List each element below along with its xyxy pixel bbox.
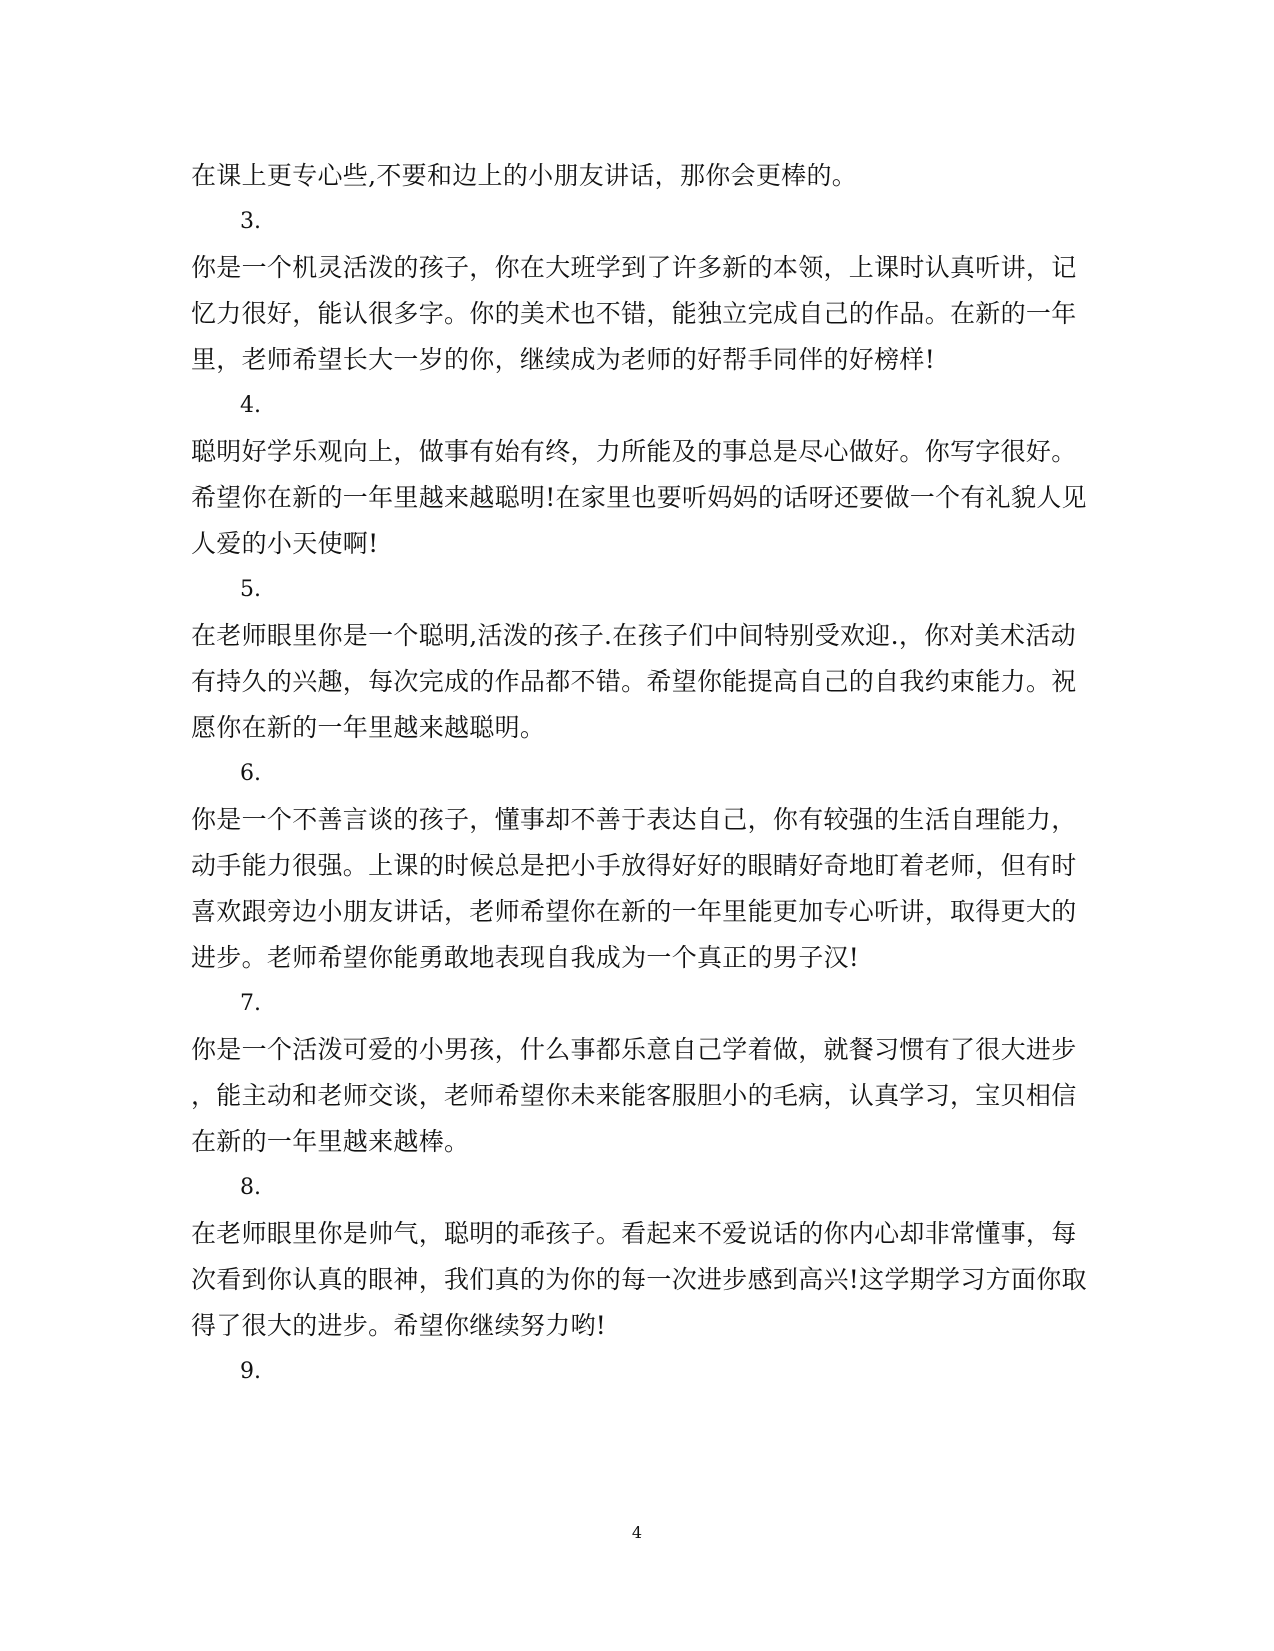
- text-line: 动手能力很强。上课的时候总是把小手放得好好的眼睛好奇地盯着老师，但有时: [191, 851, 1077, 880]
- text-line: 在老师眼里你是帅气，聪明的乖孩子。看起来不爱说话的你内心却非常懂事，每: [191, 1219, 1077, 1248]
- text-line: 人爱的小天使啊!: [191, 529, 379, 558]
- text-line: 得了很大的进步。希望你继续努力哟!: [191, 1311, 607, 1340]
- text-line: 次看到你认真的眼神，我们真的为你的每一次进步感到高兴!这学期学习方面你取: [191, 1265, 1087, 1294]
- text-line: 在课上更专心些,不要和边上的小朋友讲话，那你会更棒的。: [191, 161, 858, 190]
- text-line: 里，老师希望长大一岁的你，继续成为老师的好帮手同伴的好榜样!: [191, 345, 936, 374]
- text-line: 忆力很好，能认很多字。你的美术也不错，能独立完成自己的作品。在新的一年: [191, 299, 1077, 328]
- text-line: 希望你在新的一年里越来越聪明!在家里也要听妈妈的话呀还要做一个有礼貌人见: [191, 483, 1087, 512]
- page-number: 4: [631, 1523, 643, 1542]
- text-line: 有持久的兴趣，每次完成的作品都不错。希望你能提高自己的自我约束能力。祝: [191, 667, 1077, 696]
- item-number: 5.: [240, 577, 261, 602]
- item-number: 9.: [240, 1359, 261, 1384]
- item-number: 6.: [240, 761, 261, 786]
- text-line: 在新的一年里越来越棒。: [191, 1127, 470, 1156]
- text-line: 进步。老师希望你能勇敢地表现自我成为一个真正的男子汉!: [191, 943, 860, 972]
- text-line: 你是一个机灵活泼的孩子，你在大班学到了许多新的本领，上课时认真听讲，记: [191, 253, 1077, 282]
- item-number: 7.: [240, 991, 261, 1016]
- text-line: ，能主动和老师交谈，老师希望你未来能客服胆小的毛病，认真学习，宝贝相信: [191, 1081, 1077, 1110]
- text-line: 你是一个活泼可爱的小男孩，什么事都乐意自己学着做，就餐习惯有了很大进步: [191, 1035, 1077, 1064]
- item-number: 8.: [240, 1175, 261, 1200]
- text-line: 聪明好学乐观向上，做事有始有终，力所能及的事总是尽心做好。你写字很好。: [191, 437, 1077, 466]
- text-line: 在老师眼里你是一个聪明,活泼的孩子.在孩子们中间特别受欢迎.，你对美术活动: [191, 621, 1076, 650]
- item-number: 3.: [240, 209, 261, 234]
- text-line: 喜欢跟旁边小朋友讲话，老师希望你在新的一年里能更加专心听讲，取得更大的: [191, 897, 1077, 926]
- item-number: 4.: [240, 393, 261, 418]
- text-line: 你是一个不善言谈的孩子，懂事却不善于表达自己，你有较强的生活自理能力，: [191, 805, 1077, 834]
- text-line: 愿你在新的一年里越来越聪明。: [191, 713, 546, 742]
